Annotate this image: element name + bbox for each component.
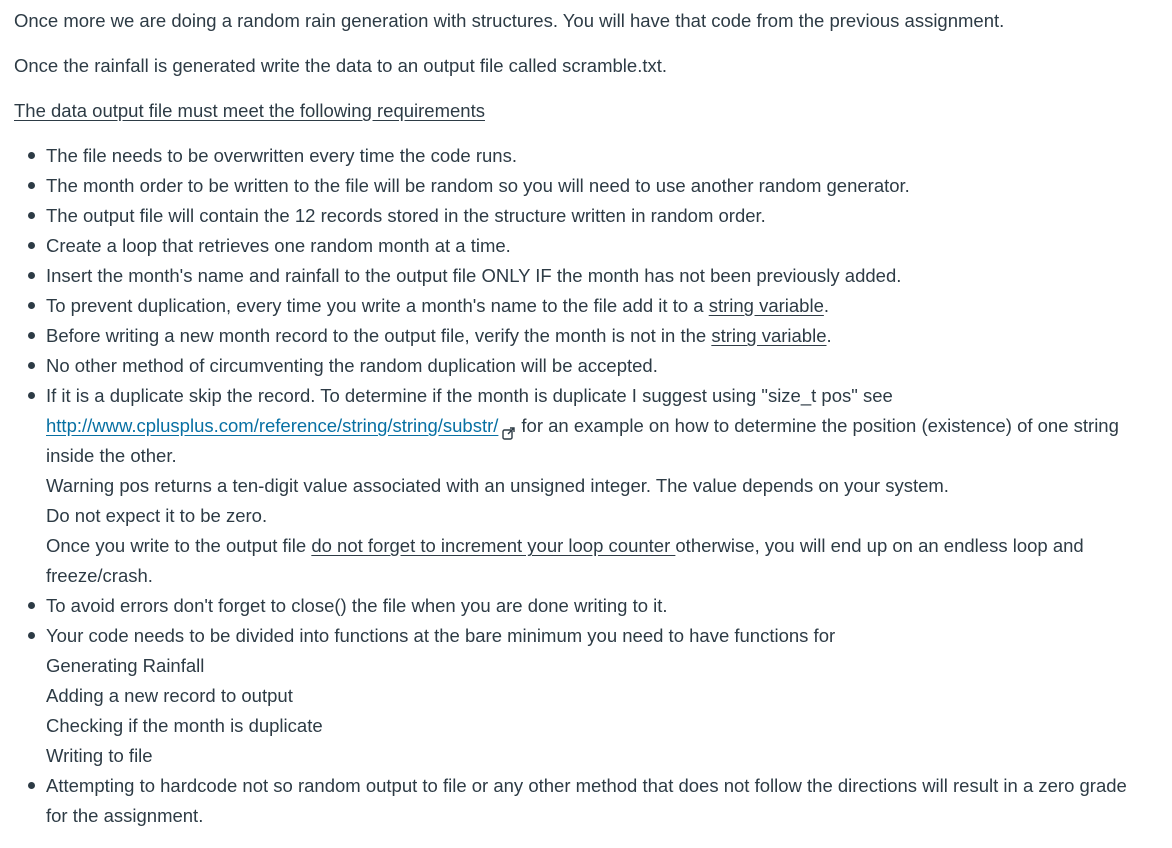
underlined-text: do not forget to increment your loop counter [311, 535, 676, 556]
function-name: Checking if the month is duplicate [46, 715, 323, 736]
item-text: The output file will contain the 12 records stored in the structure written in random order. [46, 205, 766, 226]
cplusplus-link[interactable]: http://www.cplusplus.com/reference/string/string/substr/ [46, 415, 499, 436]
intro-paragraph: Once more we are doing a random rain generation with structures. You will have that code from the previous assignment. [14, 10, 1005, 31]
item-text: If it is a duplicate skip the record. To determine if the month is duplicate I suggest using "size_t pos" see [46, 385, 893, 406]
list-item [14, 261, 1146, 291]
item-text: The file needs to be overwritten every time the code runs. [46, 145, 517, 166]
item-text: Your code needs to be divided into functions at the bare minimum you need to have functions for [46, 625, 836, 646]
list-item [14, 351, 1146, 381]
list-item [14, 591, 1146, 621]
item-text: Do not expect it to be zero. [46, 505, 268, 526]
item-text: The month order to be written to the file will be random so you will need to use another random generator. [46, 175, 910, 196]
item-text: Attempting to hardcode not so random output to file or any other method that does not follow the directions will result in a zero grade for the assignment. [46, 775, 1127, 826]
item-text: Create a loop that retrieves one random month at a time. [46, 235, 511, 256]
external-link-icon[interactable] [502, 419, 515, 432]
list-item [14, 621, 1146, 771]
item-text: To prevent duplication, every time you write a month's name to the file add it to a [46, 295, 709, 316]
list-item [14, 141, 1146, 171]
output-paragraph: Once the rainfall is generated write the data to an output file called scramble.txt. [14, 55, 668, 76]
list-item [14, 231, 1146, 261]
item-text: Insert the month's name and rainfall to the output file ONLY IF the month has not been previously added. [46, 265, 902, 286]
list-item [14, 201, 1146, 231]
item-text [46, 531, 1146, 591]
list-item [14, 321, 1146, 351]
function-name: Writing to file [46, 745, 153, 766]
item-text: for an example on how to determine the position (existence) of one string inside the other. [46, 415, 1119, 466]
list-item [14, 171, 1146, 201]
function-name: Adding a new record to output [46, 685, 293, 706]
item-text: Warning pos returns a ten-digit value associated with an unsigned integer. The value depends on your system. [46, 475, 949, 496]
item-text: Before writing a new month record to the output file, verify the month is not in the [46, 325, 712, 346]
item-text: To avoid errors don't forget to close() the file when you are done writing to it. [46, 595, 668, 616]
function-name: Generating Rainfall [46, 655, 205, 676]
list-item [14, 771, 1146, 831]
list-item [14, 291, 1146, 321]
requirements-list [14, 141, 1158, 831]
item-text: Once you write to the output file [46, 535, 312, 556]
item-text: . [823, 295, 829, 316]
underlined-text: string variable [708, 295, 824, 316]
item-text: No other method of circumventing the random duplication will be accepted. [46, 355, 658, 376]
requirements-heading: The data output file must meet the following requirements [14, 100, 485, 121]
underlined-text: string variable [711, 325, 827, 346]
item-text: otherwise, you will end up on an endless loop and freeze/crash. [46, 535, 1084, 586]
list-item [14, 381, 1146, 591]
item-text: . [826, 325, 832, 346]
